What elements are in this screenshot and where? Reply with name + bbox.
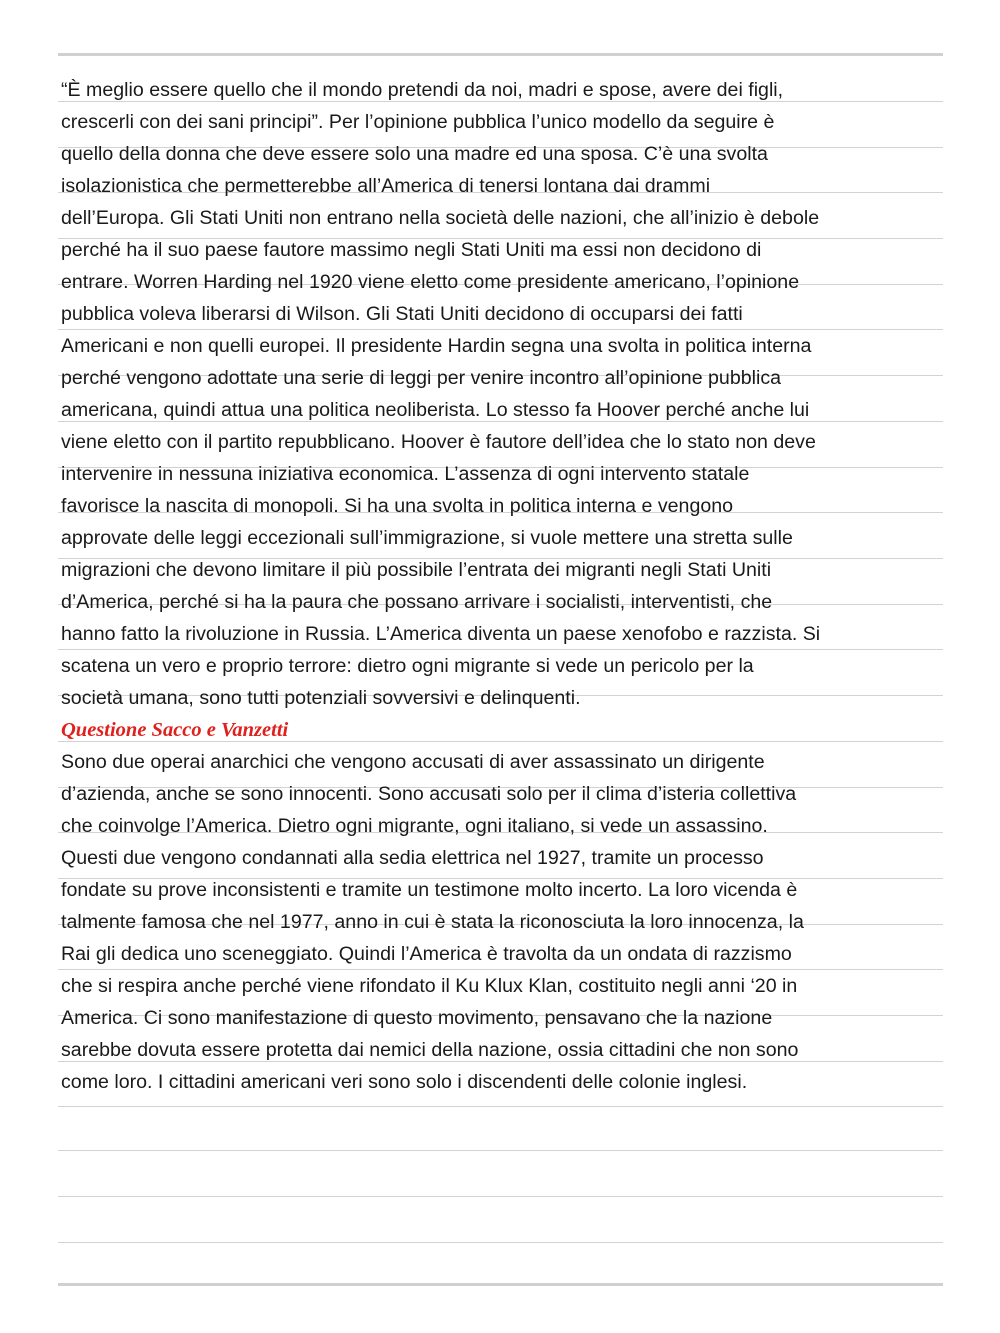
- text-line: quello della donna che deve essere solo una madre ed una sposa. C’è una svolta: [61, 143, 768, 165]
- text-line: isolazionistica che permetterebbe all’America di tenersi lontana dai drammi: [61, 175, 711, 197]
- text-line: approvate delle leggi eccezionali sull’immigrazione, si vuole mettere una stretta sulle: [61, 527, 793, 549]
- text-line: entrare. Worren Harding nel 1920 viene eletto come presidente americano, l’opinione: [61, 271, 800, 293]
- bottom-border-rule: [58, 1283, 943, 1286]
- text-line: Americani e non quelli europei. Il presidente Hardin segna una svolta in politica interna: [61, 335, 812, 357]
- text-line: hanno fatto la rivoluzione in Russia. L’America diventa un paese xenofobo e razzista. Si: [61, 623, 821, 645]
- text-line: Questi due vengono condannati alla sedia elettrica nel 1927, tramite un processo: [61, 847, 764, 869]
- top-border-rule: [58, 53, 943, 56]
- text-line: intervenire in nessuna iniziativa economica. L’assenza di ogni intervento statale: [61, 463, 750, 485]
- text-line: americana, quindi attua una politica neoliberista. Lo stesso fa Hoover perché anche lui: [61, 399, 810, 421]
- text-line: dell’Europa. Gli Stati Uniti non entrano nella società delle nazioni, che all’inizio è debole: [61, 207, 820, 229]
- text-line: che coinvolge l’America. Dietro ogni migrante, ogni italiano, si vede un assassino.: [61, 815, 768, 837]
- text-line: fondate su prove inconsistenti e tramite un testimone molto incerto. La loro vicenda è: [61, 879, 798, 901]
- text-line: sarebbe dovuta essere protetta dai nemici della nazione, ossia cittadini che non sono: [61, 1039, 799, 1061]
- text-line: viene eletto con il partito repubblicano. Hoover è fautore dell’idea che lo stato non deve: [61, 431, 816, 453]
- ruled-line: [58, 1150, 943, 1151]
- ruled-line: [58, 1242, 943, 1243]
- text-line: “È meglio essere quello che il mondo pretendi da noi, madri e spose, avere dei figli,: [61, 79, 784, 101]
- text-line: d’azienda, anche se sono innocenti. Sono accusati solo per il clima d’isteria collettiva: [61, 783, 797, 805]
- text-line: crescerli con dei sani principi”. Per l’opinione pubblica l’unico modello da seguire è: [61, 111, 775, 133]
- text-line: perché ha il suo paese fautore massimo negli Stati Uniti ma essi non decidono di: [61, 239, 762, 261]
- text-line: scatena un vero e proprio terrore: dietro ogni migrante si vede un pericolo per la: [61, 655, 754, 677]
- text-line: Rai gli dedica uno sceneggiato. Quindi l’America è travolta da un ondata di razzismo: [61, 943, 792, 965]
- text-line: perché vengono adottate una serie di leggi per venire incontro all’opinione pubblica: [61, 367, 782, 389]
- text-line: che si respira anche perché viene rifondato il Ku Klux Klan, costituito negli anni ‘20 in: [61, 975, 798, 997]
- text-line: America. Ci sono manifestazione di questo movimento, pensavano che la nazione: [61, 1007, 773, 1029]
- text-line: talmente famosa che nel 1977, anno in cui è stata la riconosciuta la loro innocenza, la: [61, 911, 804, 933]
- paragraph-2: [61, 746, 951, 1098]
- text-line: migrazioni che devono limitare il più possibile l’entrata dei migranti negli Stati Uniti: [61, 559, 772, 581]
- document-body: [61, 74, 951, 1098]
- paragraph-1: [61, 74, 951, 714]
- ruled-line: [58, 1196, 943, 1197]
- text-line: società umana, sono tutti potenziali sovversivi e delinquenti.: [61, 687, 581, 709]
- section-heading: Questione Sacco e Vanzetti: [61, 719, 289, 741]
- text-line: come loro. I cittadini americani veri sono solo i discendenti delle colonie inglesi.: [61, 1071, 748, 1093]
- ruled-line: [58, 1106, 943, 1107]
- text-line: Sono due operai anarchici che vengono accusati di aver assassinato un dirigente: [61, 751, 765, 773]
- text-line: pubblica voleva liberarsi di Wilson. Gli Stati Uniti decidono di occuparsi dei fatti: [61, 303, 743, 325]
- text-line: favorisce la nascita di monopoli. Si ha una svolta in politica interna e vengono: [61, 495, 734, 517]
- text-line: d’America, perché si ha la paura che possano arrivare i socialisti, interventisti, che: [61, 591, 773, 613]
